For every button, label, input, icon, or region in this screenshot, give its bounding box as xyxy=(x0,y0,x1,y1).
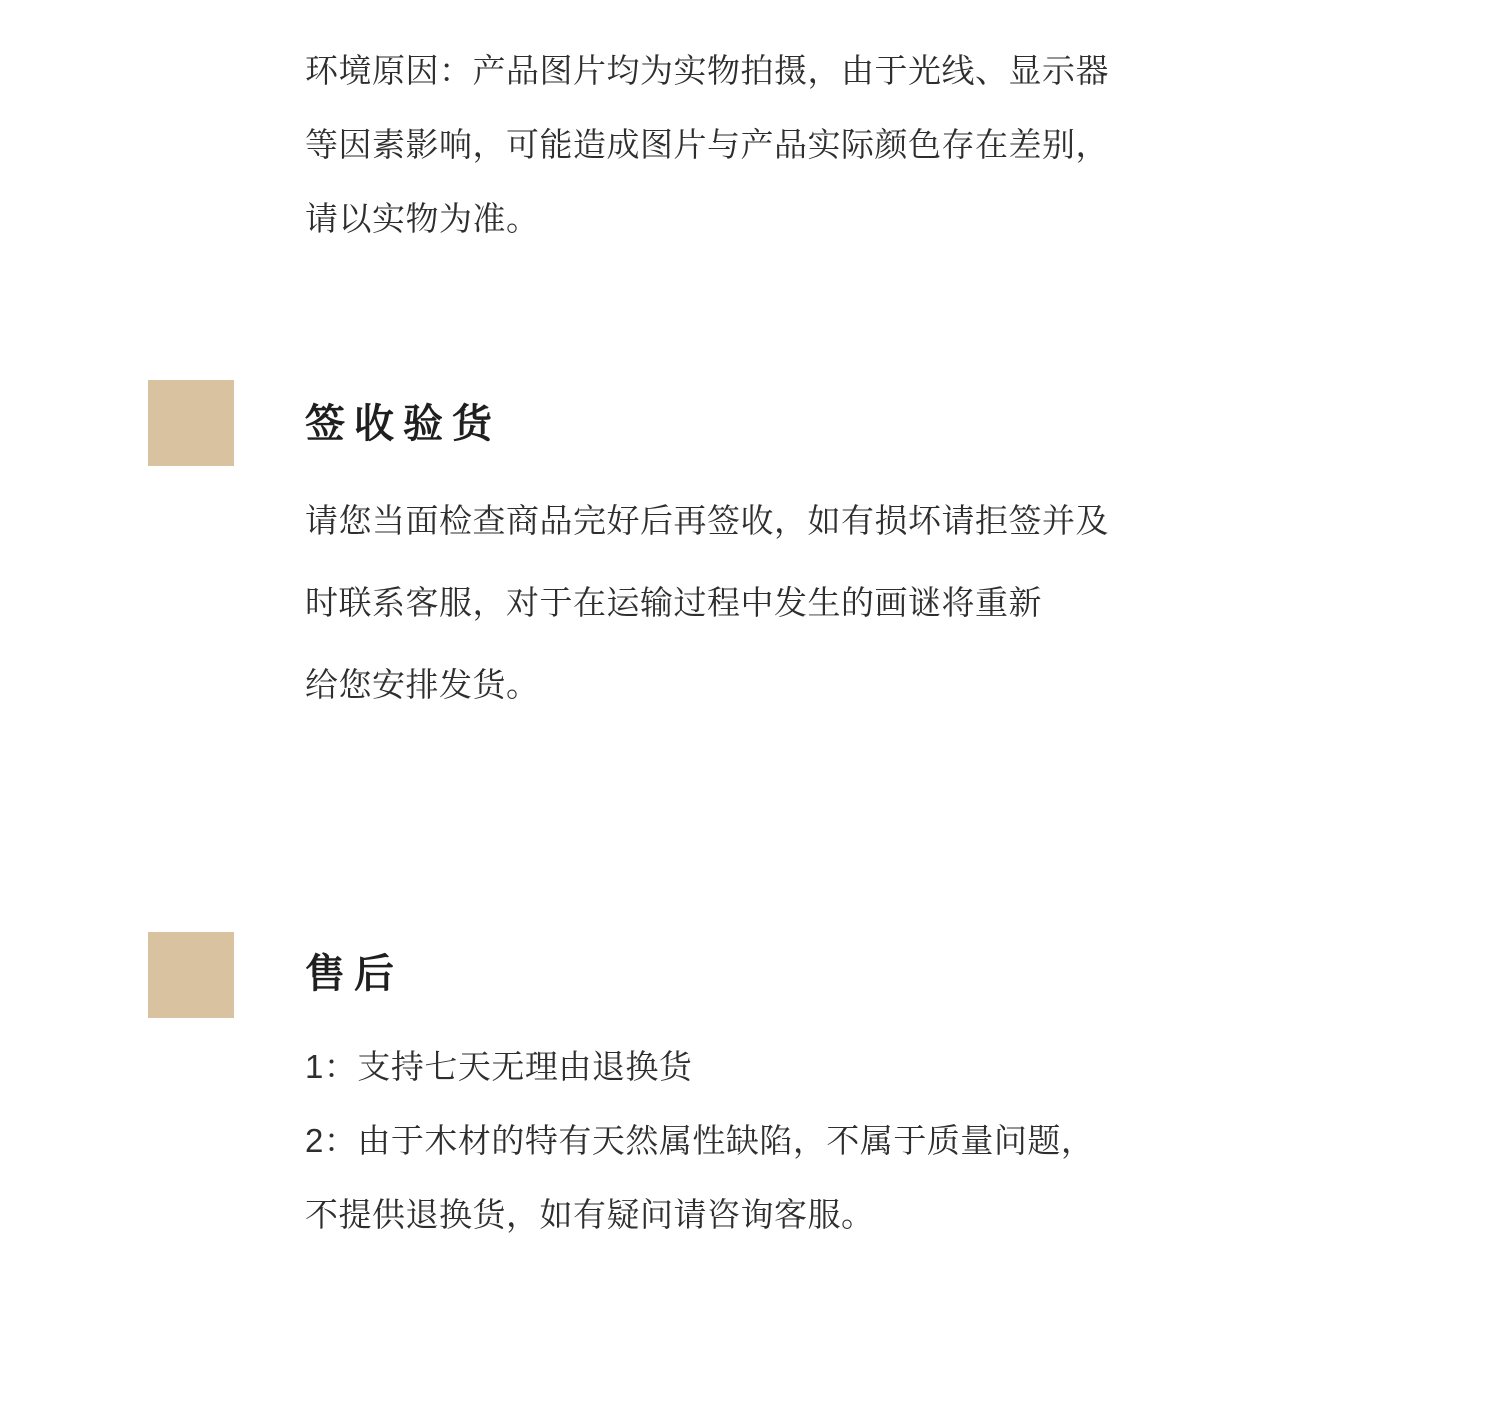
section-heading: 签收验货 xyxy=(305,402,501,446)
body-line: 请您当面检查商品完好后再签收，如有损坏请拒签并及 xyxy=(305,502,1109,539)
section-body xyxy=(305,1030,1365,1252)
body-line: 2：由于木材的特有天然属性缺陷，不属于质量问题， xyxy=(305,1122,1095,1159)
section-after-sales xyxy=(0,932,1500,1332)
color-swatch-icon xyxy=(148,380,234,466)
body-line: 1：支持七天无理由退换货 xyxy=(305,1048,693,1085)
color-swatch-icon xyxy=(148,932,234,1018)
section-body xyxy=(305,480,1365,726)
body-line: 给您安排发货。 xyxy=(305,666,540,703)
intro-line: 请以实物为准。 xyxy=(305,200,540,237)
intro-paragraph xyxy=(305,34,1345,256)
intro-line: 环境原因：产品图片均为实物拍摄，由于光线、显示器 xyxy=(305,52,1109,89)
body-line: 时联系客服，对于在运输过程中发生的画谜将重新 xyxy=(305,584,1042,621)
body-line: 不提供退换货，如有疑问请咨询客服。 xyxy=(305,1196,875,1233)
section-heading: 售后 xyxy=(305,952,403,996)
section-receive-inspection xyxy=(0,380,1500,720)
intro-line: 等因素影响，可能造成图片与产品实际颜色存在差别， xyxy=(305,126,1109,163)
